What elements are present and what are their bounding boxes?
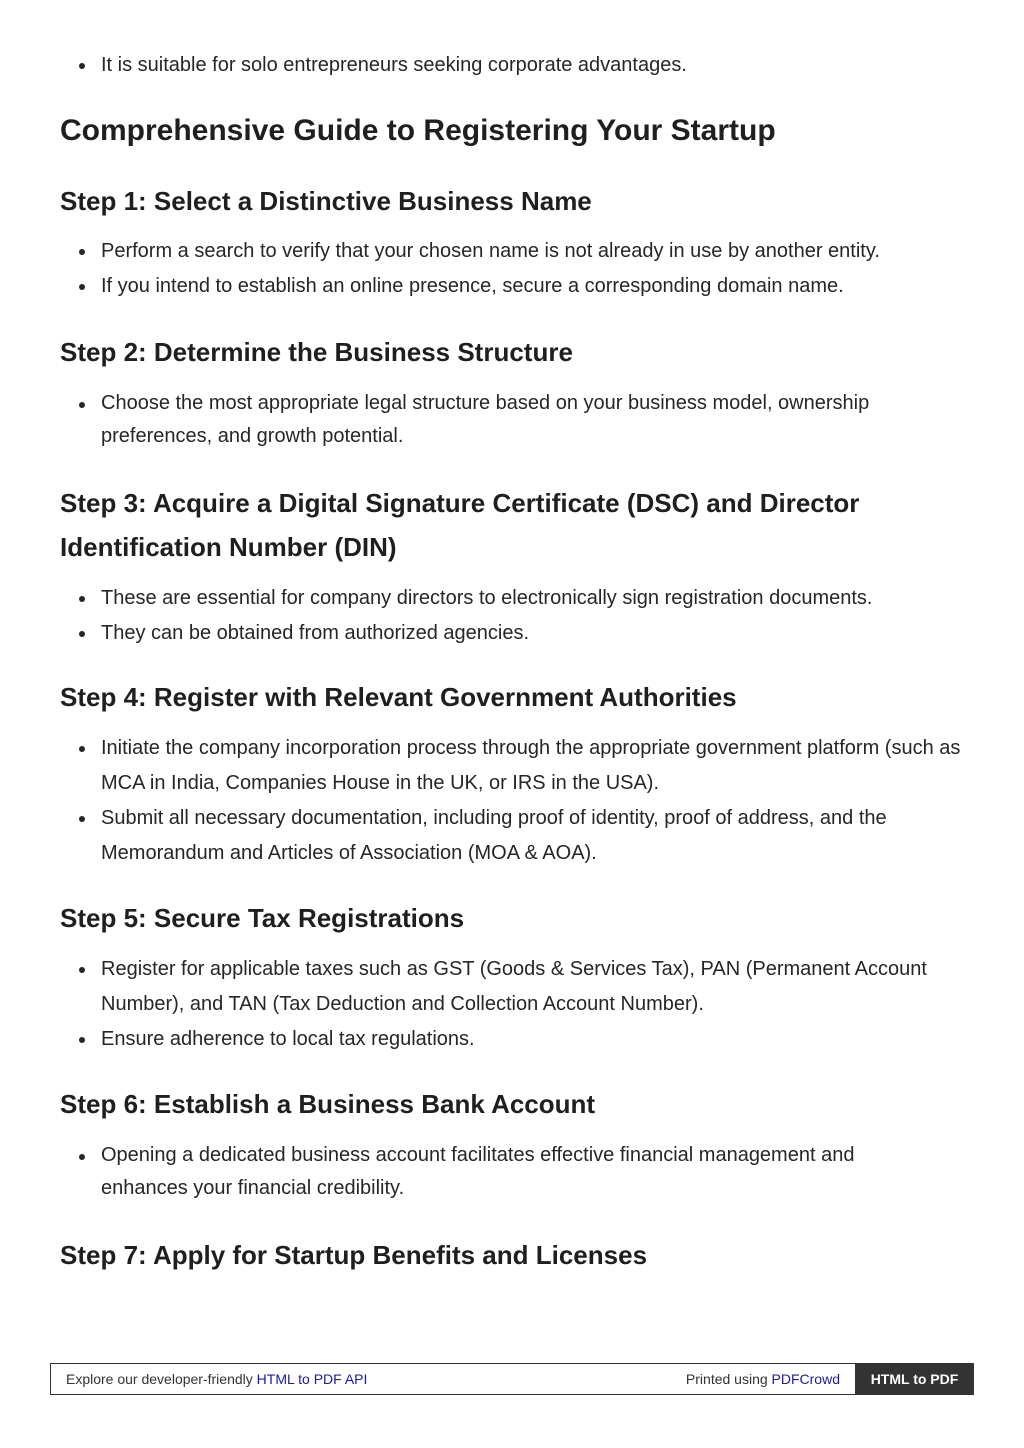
list-item: These are essential for company directors to electronically sign registration documents. (60, 581, 970, 616)
step-1-list (60, 234, 970, 304)
step-3-list (60, 581, 970, 651)
list-item: Perform a search to verify that your chosen name is not already in use by another entity. (60, 234, 970, 269)
pdfcrowd-link[interactable]: PDFCrowd (771, 1371, 840, 1387)
step-5-list (60, 952, 940, 1057)
list-item: They can be obtained from authorized agencies. (60, 616, 970, 651)
footer-left (66, 1364, 367, 1394)
list-item: If you intend to establish an online presence, secure a corresponding domain name. (60, 269, 970, 304)
step-7-heading: Step 7: Apply for Startup Benefits and Licenses (60, 1240, 648, 1270)
list-item: Submit all necessary documentation, including proof of identity, proof of address, and the Memorandum and Articles of Association (MOA & AOA). (60, 801, 970, 871)
list-item: It is suitable for solo entrepreneurs seeking corporate advantages. (60, 48, 970, 83)
list-item: Choose the most appropriate legal structure based on your business model, ownership preferences, and growth potential. (60, 387, 940, 453)
intro-list (60, 48, 970, 83)
step-4-heading: Step 4: Register with Relevant Government Authorities (60, 682, 737, 712)
step-1-heading: Step 1: Select a Distinctive Business Name (60, 186, 592, 216)
footer-right-text: Printed using (685, 1371, 772, 1387)
step-5-heading: Step 5: Secure Tax Registrations (60, 903, 465, 933)
guide-title: Comprehensive Guide to Registering Your Startup (60, 114, 776, 147)
list-item: Register for applicable taxes such as GST (Goods & Services Tax), PAN (Permanent Account Number), and TAN (Tax Deduction and Collection Account Number). (60, 952, 940, 1022)
html-to-pdf-badge[interactable]: HTML to PDF (855, 1363, 974, 1395)
list-item: Opening a dedicated business account facilitates effective financial management and enhances your financial credibility. (60, 1139, 940, 1205)
pdfcrowd-footer (50, 1363, 974, 1395)
footer-left-text: Explore our developer-friendly (66, 1371, 257, 1387)
list-item: Ensure adherence to local tax regulations. (60, 1022, 940, 1057)
footer-right (686, 1364, 840, 1394)
step-2-list (60, 387, 940, 453)
step-2-heading: Step 2: Determine the Business Structure (60, 337, 573, 367)
step-6-heading: Step 6: Establish a Business Bank Account (60, 1089, 596, 1119)
step-3-heading: Step 3: Acquire a Digital Signature Certificate (DSC) and Director Identification Number (DIN) (60, 488, 860, 562)
step-6-list (60, 1139, 940, 1205)
html-to-pdf-api-link[interactable]: HTML to PDF API (256, 1371, 368, 1387)
list-item: Initiate the company incorporation process through the appropriate government platform (such as MCA in India, Companies House in the UK, or IRS in the USA). (60, 731, 970, 801)
step-4-list (60, 731, 970, 871)
